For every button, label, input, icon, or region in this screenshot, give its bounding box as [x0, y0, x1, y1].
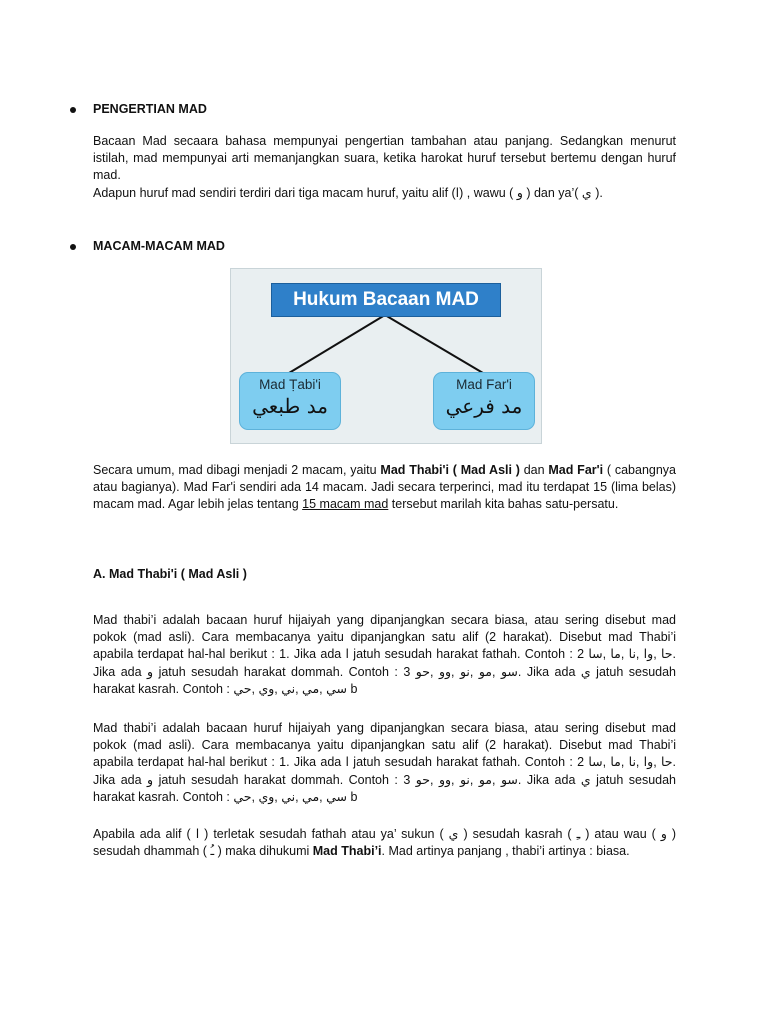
- connector-left: [289, 315, 385, 373]
- paragraph-mad-thabii-2: Mad thabi’i adalah bacaan huruf hijaiyah yang dipanjangkan secara biasa, atau sering disebut mad pokok (mad asli). Cara membacanya yaitu dipanjangkan satu alif (2 harakat). Disebut mad Thabi’i apabila terdapat hal-hal berikut : 1. Jika ada ا jatuh sesudah harakat fathah. Contoh : 2 حا ,وا ,نا ,ما ,سا. Jika ada و jatuh sesudah harakat dommah. Contoh : سو ,مو ,نو ,وو ,حو 3. Jika ada ي jatuh sesudah harakat kasrah. Contoh : سي ,مي ,ني ,وي ,حي b: [93, 721, 677, 804]
- heading-mad-thabii: A. Mad Thabi'i ( Mad Asli ): [93, 567, 247, 581]
- mad-tabii-box: [239, 372, 341, 430]
- connector-right: [385, 315, 483, 373]
- definition-text: Bacaan Mad secaara bahasa mempunyai pengertian tambahan atau panjang. Sedangkan menurut istilah, mad mempunyai arti memanjangkan suara, ketika harokat huruf tersebut bertemu dengan huruf mad.: [93, 134, 676, 183]
- paragraph-definition: [93, 133, 676, 202]
- bullet-1: [70, 107, 76, 113]
- rule-mad-thabii-bold: Mad Thabi’i: [312, 844, 382, 859]
- summary-text-3: ( cabangnya atau bagianya). Mad Far'i sendiri ada 14 macam. Jadi secara terperinci, mad itu terdapat 15 (lima belas) macam mad. Agar lebih jelas tentang: [93, 463, 677, 512]
- mad-fari-arabic: مد فرعي: [445, 394, 523, 418]
- rule-text-1: Apabila ada alif ( ا ) terletak sesudah fathah atau ya’ sukun ( ي ) sesudah kasrah ( ـِ ) atau wau ( و ) sesudah dhammah ( ـُ ) maka dihukumi: [93, 827, 677, 859]
- paragraph-mad-thabii-rule: [93, 826, 676, 860]
- paragraph-summary: [93, 462, 676, 514]
- summary-text-4: tersebut marilah kita bahas satu-persatu.: [388, 497, 619, 512]
- diagram-title-box: Hukum Bacaan MAD: [271, 283, 501, 317]
- mad-tabii-latin: Mad Ṭabi'i: [259, 377, 321, 392]
- summary-text-1: Secara umum, mad dibagi menjadi 2 macam, yaitu: [93, 463, 381, 477]
- summary-text-2: dan: [519, 463, 549, 477]
- mad-fari-box: [433, 372, 535, 430]
- heading-pengertian-mad: PENGERTIAN MAD: [93, 102, 207, 116]
- hukum-bacaan-mad-diagram: [230, 268, 542, 444]
- heading-macam-macam-mad: MACAM-MACAM MAD: [93, 239, 225, 253]
- rule-text-2: . Mad artinya panjang , thabi’i artinya : biasa.: [381, 844, 630, 859]
- mad-tabii-arabic: مد طبعي: [252, 394, 328, 418]
- summary-mad-thabii: Mad Thabi'i ( Mad Asli ): [380, 463, 520, 477]
- fifteen-macam-mad-link[interactable]: 15 macam mad: [302, 497, 389, 512]
- paragraph-mad-thabii-1: Mad thabi’i adalah bacaan huruf hijaiyah yang dipanjangkan secara biasa, atau sering disebut mad pokok (mad asli). Cara membacanya yaitu dipanjangkan satu alif (2 harakat). Disebut mad Thabi’i apabila terdapat hal-hal berikut : 1. Jika ada ا jatuh sesudah harakat fathah. Contoh : 2 حا ,وا ,نا ,ما ,سا. Jika ada و jatuh sesudah harakat dommah. Contoh : سو ,مو ,نو ,وو ,حو 3. Jika ada ي jatuh sesudah harakat kasrah. Contoh : سي ,مي ,ني ,وي ,حي b: [93, 613, 677, 696]
- summary-mad-fari: Mad Far'i: [548, 463, 604, 477]
- mad-fari-latin: Mad Far'i: [456, 377, 512, 392]
- bullet-2: [70, 244, 76, 250]
- huruf-mad-text: Adapun huruf mad sendiri terdiri dari tiga macam huruf, yaitu alif (ا) , wawu ( و ) dan ya’( ي ).: [93, 185, 603, 200]
